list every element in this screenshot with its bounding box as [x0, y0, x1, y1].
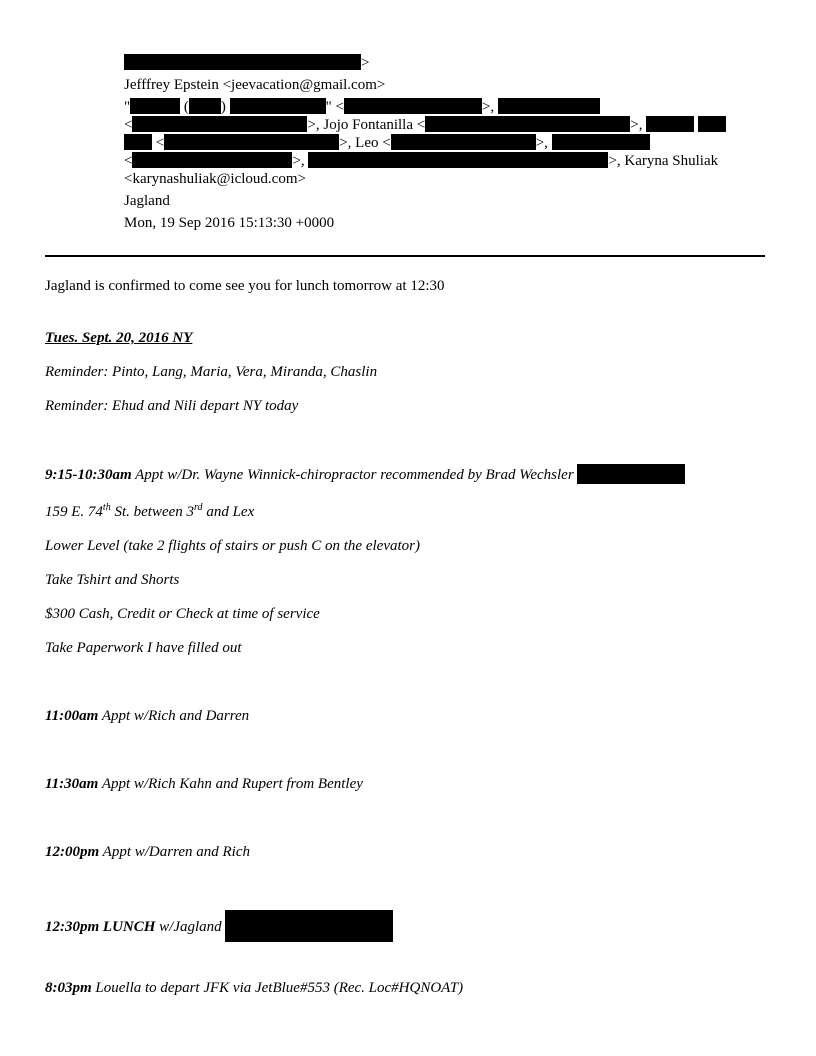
- redaction-bar: [164, 134, 339, 150]
- appointment-text: Appt w/Dr. Wayne Winnick-chiropractor recommended by Brad Wechsler: [131, 467, 578, 483]
- redaction-bar: [552, 134, 650, 150]
- redaction-bar: [698, 116, 726, 132]
- redaction-bar: [132, 116, 307, 132]
- redaction-bar: [577, 464, 685, 484]
- redaction-bar: [124, 134, 152, 150]
- intro-line: Jagland is confirmed to come see you for lunch tomorrow at 12:30: [45, 278, 445, 294]
- date-value: Mon, 19 Sep 2016 15:13:30 +0000: [124, 215, 335, 231]
- appointment-time: 8:03pm: [45, 980, 92, 996]
- redaction-bar: [189, 98, 221, 114]
- appointment-time: 9:15-10:30am: [45, 467, 132, 483]
- subject-value: Jagland: [124, 193, 170, 209]
- note-1: Lower Level (take 2 flights of stairs or push C on the elevator): [45, 538, 420, 554]
- appointment-6: [45, 978, 463, 998]
- appointment-time: 11:00am: [45, 708, 99, 724]
- date-heading: Tues. Sept. 20, 2016 NY: [45, 330, 193, 346]
- redaction-bar: [130, 98, 180, 114]
- appointment-1: [45, 464, 685, 485]
- redaction-bar: [425, 116, 630, 132]
- appointment-time: 11:30am: [45, 776, 99, 792]
- appointment-text: Appt w/Rich Kahn and Rupert from Bentley: [98, 776, 363, 792]
- cc-line-3: < >, Leo < >,: [124, 134, 650, 152]
- appointment-3: [45, 774, 363, 794]
- appointment-2: [45, 706, 249, 726]
- cc-line-5: <karynashuliak@icloud.com>: [124, 171, 306, 187]
- redaction-bar: [646, 116, 694, 132]
- redaction-bar: [132, 152, 292, 168]
- appointment-text: w/Jagland: [155, 919, 226, 935]
- appointment-text: Appt w/Rich and Darren: [98, 708, 250, 724]
- appointment-4: [45, 842, 250, 862]
- to-value: Jefffrey Epstein <jeevacation@gmail.com>: [124, 77, 386, 93]
- appointment-time: 12:00pm: [45, 844, 100, 860]
- redaction-bar: [391, 134, 536, 150]
- note-4: Take Paperwork I have filled out: [45, 640, 242, 656]
- cc-line-4: < >, >, Karyna Shuliak: [124, 153, 719, 169]
- appointment-text: Appt w/Darren and Rich: [99, 844, 250, 860]
- redaction-bar: [498, 98, 600, 114]
- redaction-bar: [344, 98, 482, 114]
- reminder-1: Reminder: Pinto, Lang, Maria, Vera, Miranda, Chaslin: [45, 364, 378, 380]
- address-line: 159 E. 74th St. between 3rd and Lex: [45, 502, 255, 520]
- header-divider: [45, 255, 765, 257]
- cc-line-2: < >, Jojo Fontanilla < >,: [124, 116, 726, 134]
- note-3: $300 Cash, Credit or Check at time of service: [45, 606, 320, 622]
- appointment-time: 12:30pm LUNCH: [45, 919, 156, 935]
- cc-line-1: " ( ) " < >,: [124, 98, 600, 116]
- redaction-bar: [230, 98, 326, 114]
- redaction-bar: [124, 54, 361, 70]
- appointment-text: Louella to depart JFK via JetBlue#553 (Rec. Loc#HQNOAT): [91, 980, 464, 996]
- note-2: Take Tshirt and Shorts: [45, 572, 180, 588]
- redaction-bar: [225, 910, 393, 942]
- redaction-bar: [308, 152, 608, 168]
- reminder-2: Reminder: Ehud and Nili depart NY today: [45, 398, 299, 414]
- appointment-5: [45, 910, 393, 942]
